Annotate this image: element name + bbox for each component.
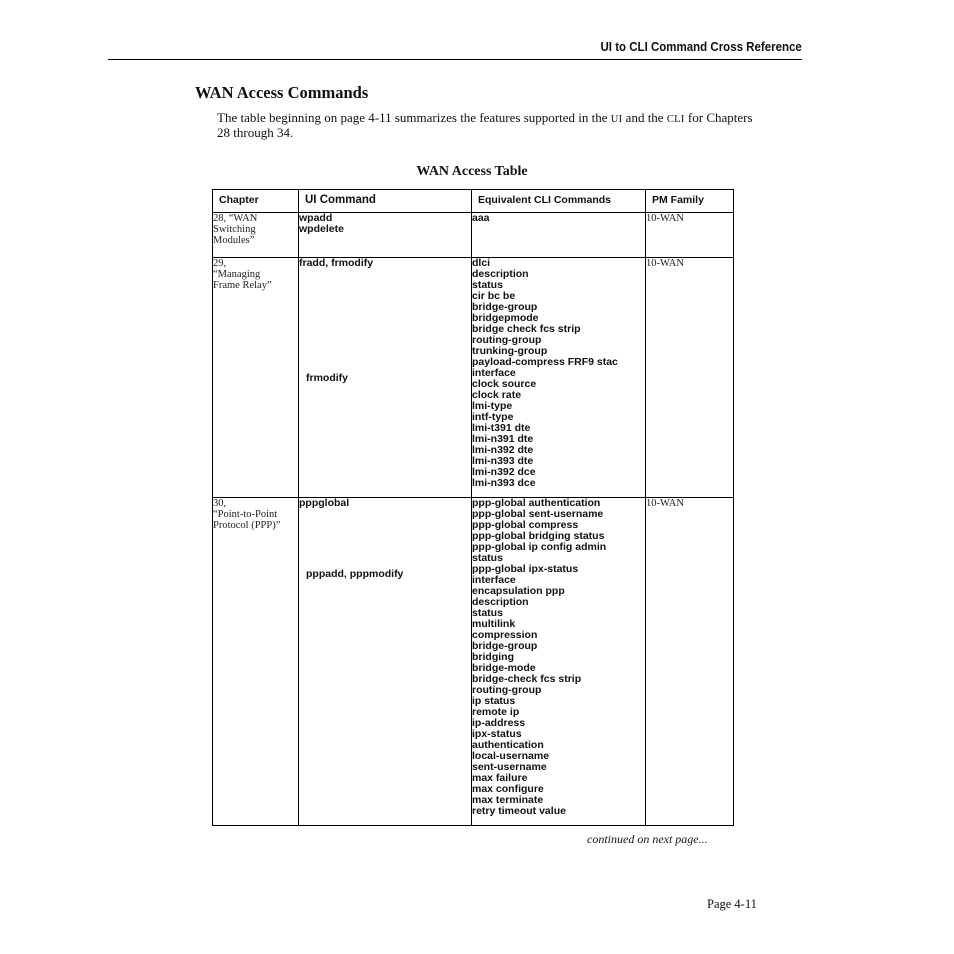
running-head: UI to CLI Command Cross Reference (600, 40, 802, 54)
cli-command: bridging (472, 651, 514, 663)
header-rule (108, 59, 802, 60)
cli-command: lmi-n392 dce (472, 466, 536, 478)
ui-command-cell (299, 258, 472, 498)
table-row (213, 498, 734, 826)
cli-command: routing-group (472, 684, 542, 696)
chapter-cell (213, 258, 299, 498)
pm-family-cell: 10-WAN (646, 498, 734, 826)
chapter-line: 30, (213, 498, 227, 509)
cli-command: status (472, 607, 503, 619)
cli-command: ppp-global authentication (472, 497, 601, 509)
cli-command: clock source (472, 378, 537, 390)
cli-command: interface (472, 367, 516, 379)
cli-command: ppp-global compress (472, 519, 579, 531)
cli-command: ppp-global sent-username (472, 508, 604, 520)
cli-command: cir bc be (472, 290, 516, 302)
cli-command: intf-type (472, 411, 514, 423)
cli-command: routing-group (472, 334, 542, 346)
cli-command: authentication (472, 739, 544, 751)
ui-command-cell (299, 213, 472, 258)
intro-cli-term: CLI (666, 114, 685, 125)
cli-command: local-username (472, 750, 550, 762)
ui-command: fradd, frmodify (299, 257, 374, 269)
cli-command: remote ip (472, 706, 520, 718)
chapter-cell (213, 498, 299, 826)
cli-command: description (472, 596, 529, 608)
ui-command: frmodify (306, 372, 348, 384)
cli-command: ip status (472, 695, 516, 707)
cli-command: status (472, 279, 503, 291)
table-row (213, 258, 734, 498)
cli-command: clock rate (472, 389, 522, 401)
cli-command: bridgepmode (472, 312, 539, 324)
header-cli-commands: Equivalent CLI Commands (472, 190, 646, 213)
intro-text-3: for Chapters 28 through 34. (217, 110, 753, 140)
intro-ui-term: UI (610, 114, 623, 125)
chapter-line: “Point-to-Point (213, 509, 278, 520)
cli-command-cell (472, 258, 646, 498)
cli-command: multilink (472, 618, 516, 630)
chapter-line: Frame Relay” (213, 280, 272, 291)
cli-command: trunking-group (472, 345, 548, 357)
cli-command: lmi-n391 dte (472, 433, 534, 445)
chapter-cell (213, 213, 299, 258)
ui-command: pppadd, pppmodify (306, 568, 404, 580)
cli-command: lmi-n393 dte (472, 455, 534, 467)
cli-command: aaa (472, 212, 490, 224)
cli-command: retry timeout value (472, 805, 566, 817)
continued-note: continued on next page... (587, 832, 708, 846)
table-row (213, 213, 734, 258)
cli-command: ppp-global ipx-status (472, 563, 579, 575)
cli-command: description (472, 268, 529, 280)
header-chapter: Chapter (213, 190, 299, 213)
chapter-line: 29, (213, 258, 227, 269)
cli-command: ppp-global bridging status (472, 530, 605, 542)
ui-command-cell (299, 498, 472, 826)
cli-command: bridge-group (472, 640, 538, 652)
chapter-line: “Managing (213, 269, 261, 280)
header-pm-family: PM Family (646, 190, 734, 213)
intro-text-2: and the (622, 110, 667, 125)
chapter-line: 28, “WAN (213, 213, 258, 224)
cli-command: dlci (472, 257, 491, 269)
cli-command: max terminate (472, 794, 544, 806)
cli-command: ppp-global ip config admin (472, 541, 607, 553)
cli-command: lmi-n393 dce (472, 477, 536, 489)
ui-command: wpadd (299, 212, 333, 224)
table-header-row (213, 190, 734, 213)
cli-command: max failure (472, 772, 528, 784)
cli-command: compression (472, 629, 538, 641)
cli-command: encapsulation ppp (472, 585, 565, 597)
intro-text-1: The table beginning on page 4-11 summarizes the features supported in the (217, 110, 611, 125)
cli-command: lmi-t391 dte (472, 422, 531, 434)
pm-family-cell: 10-WAN (646, 258, 734, 498)
cli-command-cell (472, 213, 646, 258)
chapter-line: Protocol (PPP)” (213, 520, 281, 531)
ui-command: pppglobal (299, 497, 350, 509)
chapter-line: Switching (213, 224, 256, 235)
cli-command: bridge check fcs strip (472, 323, 581, 335)
page-number: Page 4-11 (707, 897, 757, 911)
cli-command: bridge-group (472, 301, 538, 313)
table-title: WAN Access Table (416, 164, 528, 179)
header-ui-command: UI Command (299, 190, 472, 213)
cli-command: interface (472, 574, 516, 586)
pm-family-cell: 10-WAN (646, 213, 734, 258)
cli-command: lmi-n392 dte (472, 444, 534, 456)
chapter-line: Modules” (213, 235, 255, 246)
cli-command: ipx-status (472, 728, 522, 740)
ui-command: wpdelete (299, 223, 344, 235)
intro-paragraph (217, 111, 762, 139)
section-title: WAN Access Commands (195, 83, 369, 102)
cli-command-cell (472, 498, 646, 826)
cli-command: bridge-check fcs strip (472, 673, 582, 685)
cli-command: payload-compress FRF9 stac (472, 356, 618, 368)
cli-command: status (472, 552, 503, 564)
cli-command: lmi-type (472, 400, 513, 412)
cli-command: sent-username (472, 761, 547, 773)
cli-command: bridge-mode (472, 662, 536, 674)
wan-access-table (212, 189, 734, 826)
cli-command: ip-address (472, 717, 526, 729)
cli-command: max configure (472, 783, 544, 795)
